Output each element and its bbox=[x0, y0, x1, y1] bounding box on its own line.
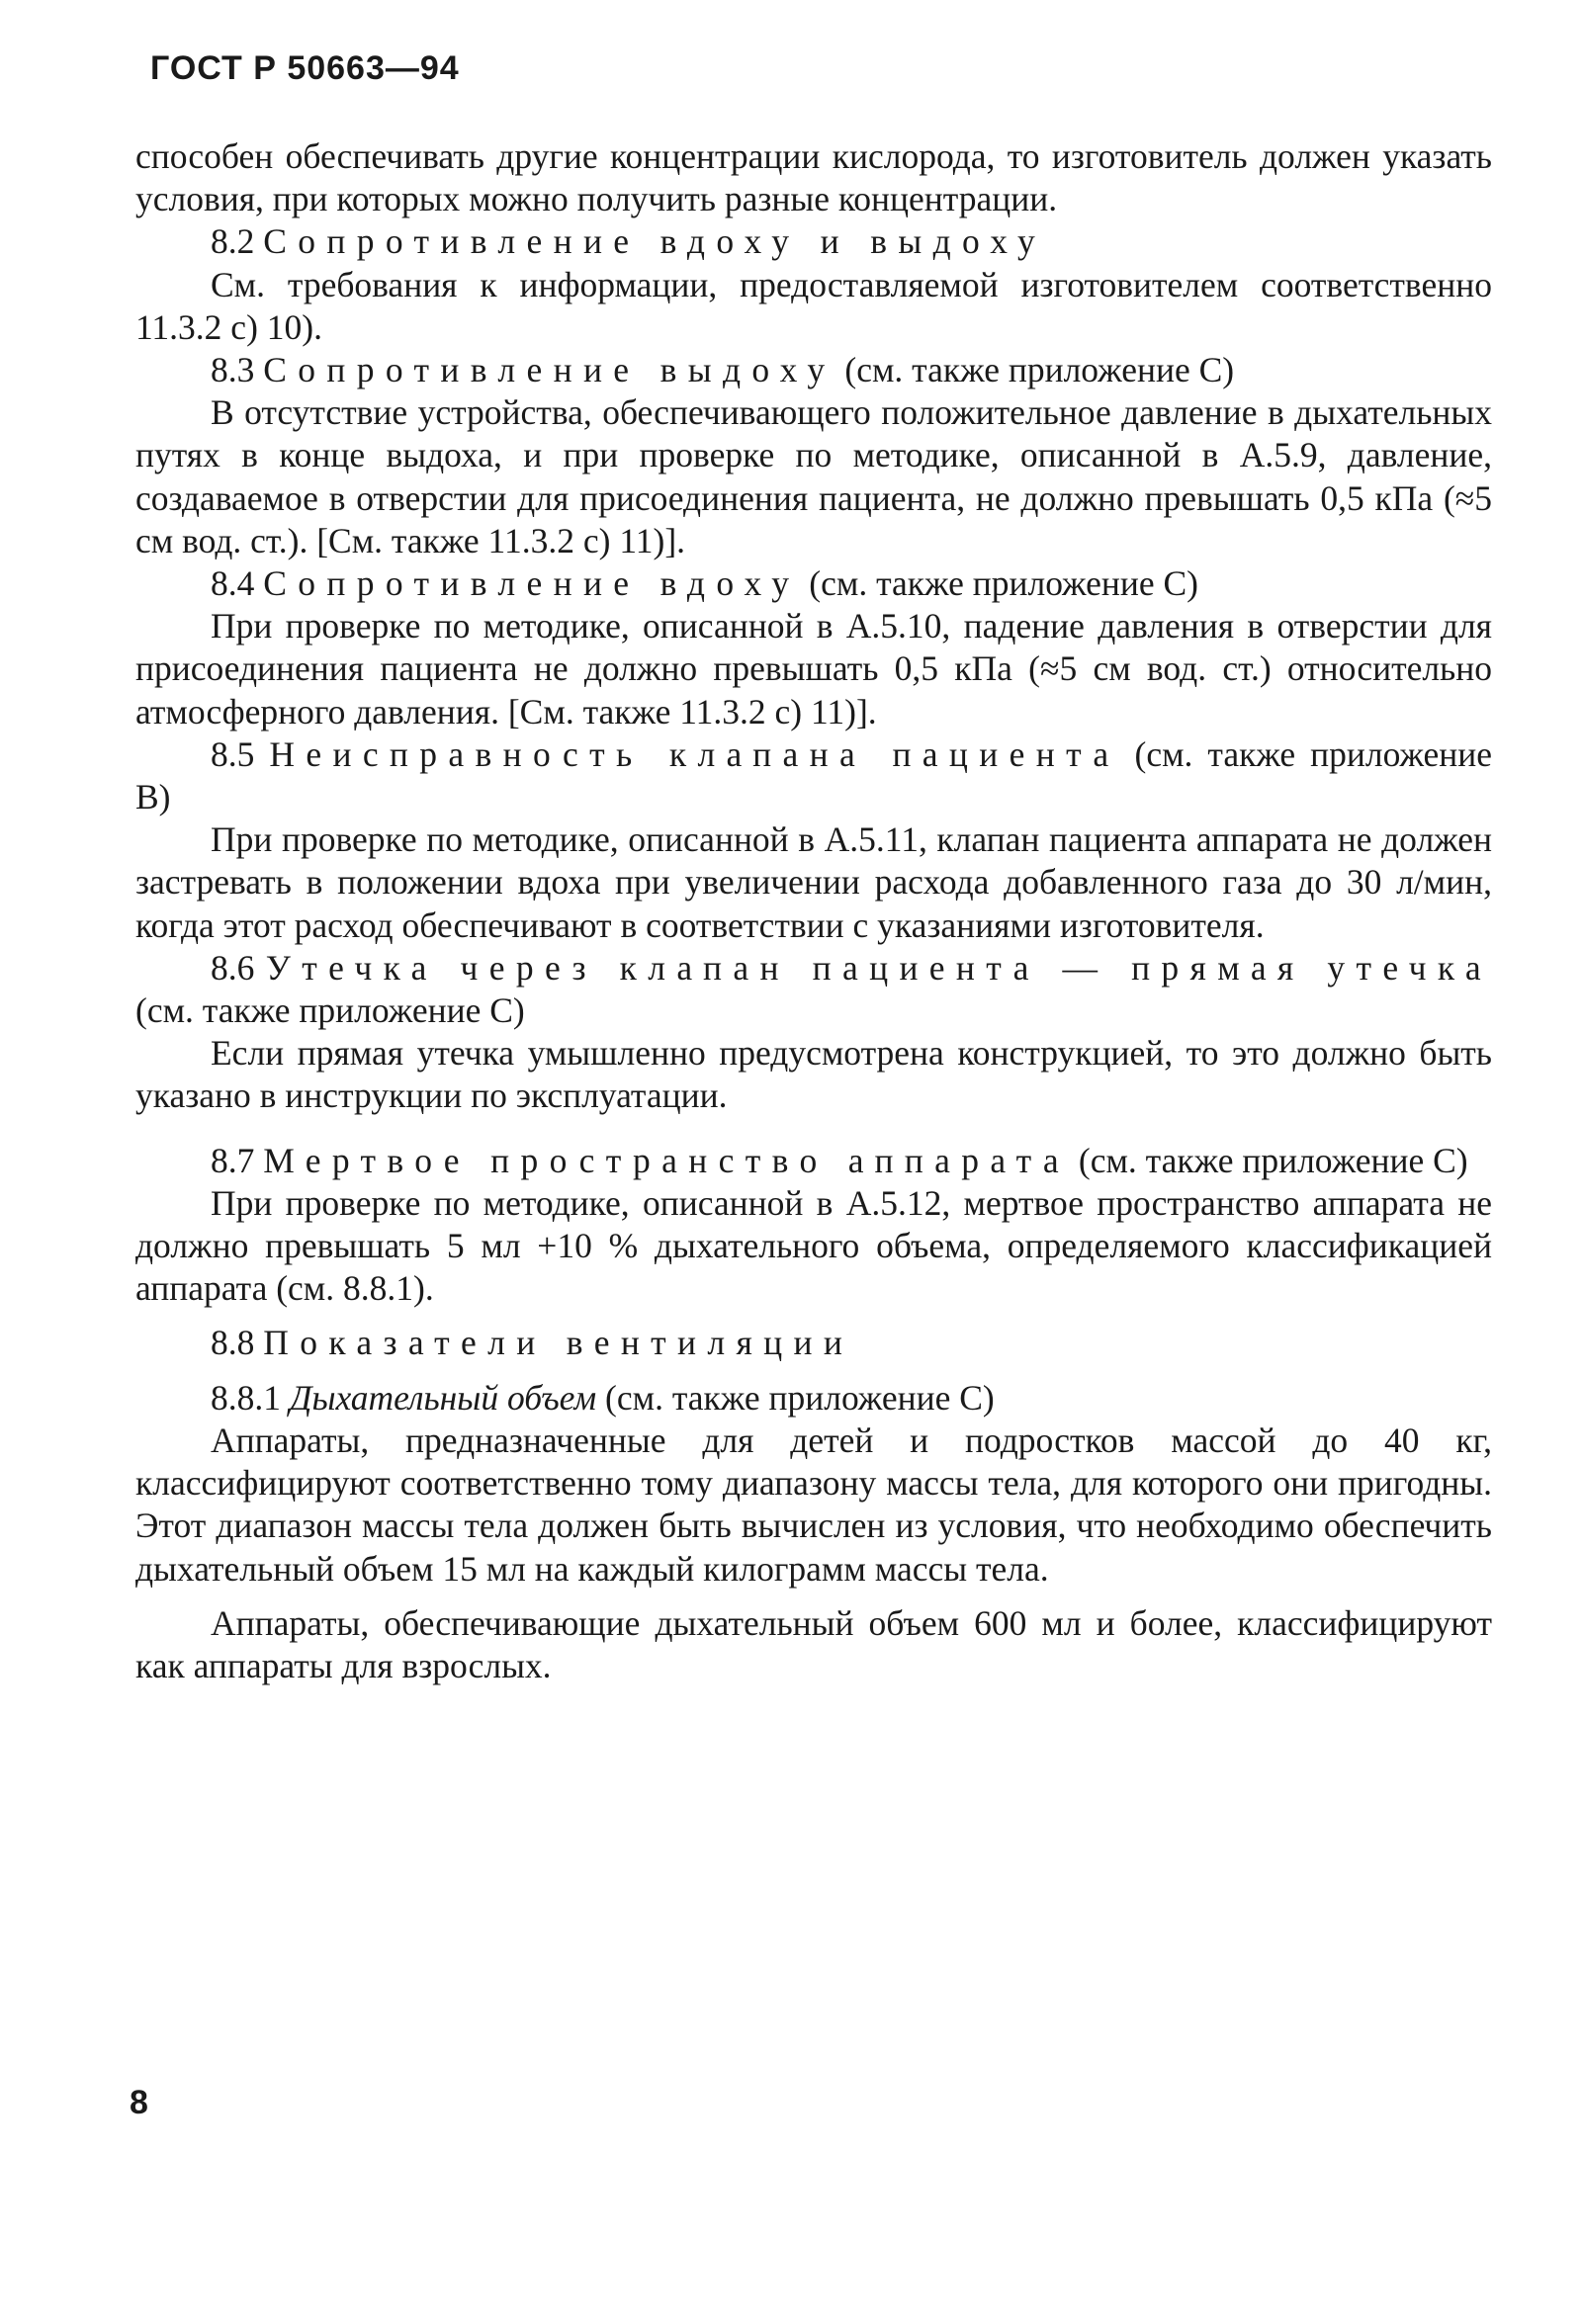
section-title: Мертвое пространство аппарата bbox=[263, 1140, 1071, 1180]
body-text bbox=[135, 135, 1492, 1687]
section-reference: (см. также приложение С) bbox=[1078, 1140, 1468, 1180]
paragraph-8-5: При проверке по методике, описанной в А.5.11, клапан пациента аппарата не должен застревать в положении вдоха при увеличении расхода добавленного газа до 30 л/мин, когда этот расход обеспечивают в соответствии с указаниями изготовителя. bbox=[135, 819, 1492, 945]
section-number: 8.2 bbox=[211, 221, 255, 262]
section-number: 8.8 bbox=[211, 1323, 255, 1363]
section-number: 8.4 bbox=[211, 563, 255, 604]
paragraph-8-8-1-b: Аппараты, обеспечивающие дыхательный объем 600 мл и более, классифицируют как аппараты для взрослых. bbox=[135, 1602, 1492, 1685]
section-title: Дыхательный объем bbox=[289, 1377, 597, 1418]
section-reference: (см. также приложение В) bbox=[135, 733, 1493, 818]
paragraph-8-6: Если прямая утечка умышленно предусмотрена конструкцией, то это должно быть указано в инструкции по эксплуатации. bbox=[135, 1033, 1492, 1116]
paragraph-8-2: См. требования к информации, предоставляемой изготовителем соответственно 11.3.2 с) 10). bbox=[135, 264, 1492, 347]
section-title: Неисправность клапана пациента bbox=[269, 733, 1120, 774]
section-number: 8.7 bbox=[211, 1140, 255, 1180]
section-heading-8-7 bbox=[135, 1140, 1492, 1182]
document-header: ГОСТ Р 50663—94 bbox=[150, 49, 460, 87]
section-heading-8-5 bbox=[135, 733, 1492, 818]
page-number: 8 bbox=[130, 2084, 148, 2121]
section-title: Сопротивление вдоху и выдоху bbox=[263, 221, 1047, 262]
section-heading-8-6 bbox=[135, 947, 1492, 1032]
section-reference: (см. также приложение С) bbox=[844, 350, 1235, 390]
paragraph-8-8-1-a: Аппараты, предназначенные для детей и подростков массой до 40 кг, классифицируют соответственно тому диапазону массы тела, для которого они пригодны. Этот диапазон массы тела должен быть вычислен из условия, что необходимо обеспечить дыхательный объем 15 мл на каждый килограмм массы тела. bbox=[135, 1420, 1492, 1589]
paragraph-continuation: способен обеспечивать другие концентрации кислорода, то изготовитель должен указать условия, при которых можно получить разные концентрации. bbox=[135, 136, 1492, 219]
section-heading-8-2 bbox=[135, 220, 1492, 263]
section-reference: (см. также приложение С) bbox=[605, 1377, 995, 1418]
section-number: 8.5 bbox=[211, 733, 255, 774]
paragraph-8-3: В отсутствие устройства, обеспечивающего положительное давление в дыхательных путях в конце выдоха, и при проверке по методике, описанной в А.5.9, давление, создаваемое в отверстии для присоединения пациента, не должно превышать 0,5 кПа (≈5 см вод. ст.). [См. также 11.3.2 с) 11)]. bbox=[135, 392, 1492, 560]
section-number: 8.6 bbox=[211, 947, 255, 988]
section-heading-8-3 bbox=[135, 349, 1492, 391]
section-heading-8-8 bbox=[135, 1322, 1492, 1364]
section-reference: (см. также приложение С) bbox=[135, 990, 525, 1031]
section-title: Утечка через клапан пациента — прямая утечка bbox=[265, 947, 1493, 988]
paragraph-8-4: При проверке по методике, описанной в А.5.10, падение давления в отверстии для присоединения пациента не должно превышать 0,5 кПа (≈5 см вод. ст.) относительно атмосферного давления. [См. также 11.3.2 с) 11)]. bbox=[135, 606, 1492, 732]
section-number: 8.8.1 bbox=[211, 1377, 281, 1418]
section-heading-8-8-1 bbox=[135, 1377, 1492, 1420]
section-reference: (см. также приложение С) bbox=[809, 563, 1199, 604]
section-title: Показатели вентиляции bbox=[263, 1323, 854, 1363]
paragraph-8-7: При проверке по методике, описанной в А.5.12, мертвое пространство аппарата не должно превышать 5 мл +10 % дыхательного объема, определяемого классификацией аппарата (см. 8.8.1). bbox=[135, 1182, 1492, 1309]
section-title: Сопротивление вдоху bbox=[263, 563, 801, 604]
section-heading-8-4 bbox=[135, 562, 1492, 605]
section-title: Сопротивление выдоху bbox=[263, 350, 836, 390]
section-number: 8.3 bbox=[211, 350, 255, 390]
